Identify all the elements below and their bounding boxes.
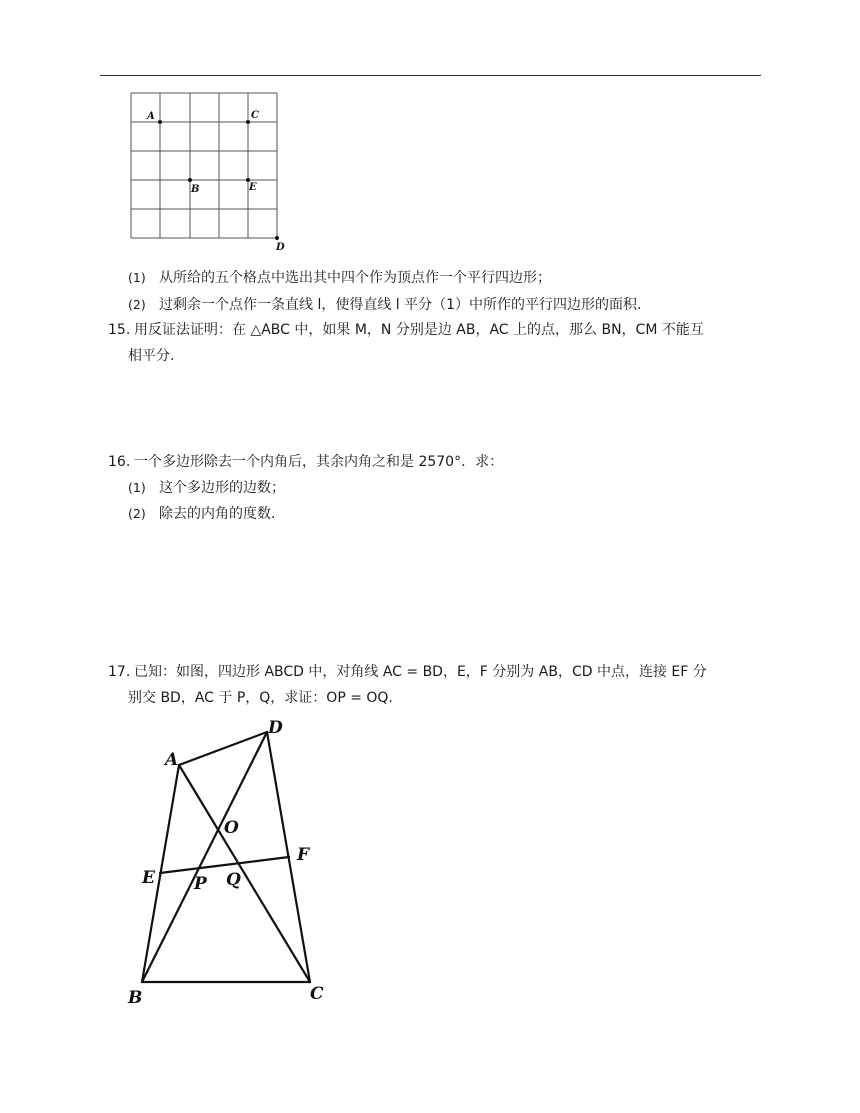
grid-label-b: B [191, 184, 200, 195]
q14-sub1-number: (1) [128, 270, 146, 285]
segment-ef [160, 857, 289, 873]
quad-label-f: F [297, 845, 310, 865]
q14-sub1-text: 从所给的五个格点中选出其中四个作为顶点作一个平行四边形； [159, 270, 551, 286]
q15-line1: 用反证法证明：在 △ABC 中，如果 M，N 分别是边 AB，AC 上的点，那么 BN，CM 不能互 [134, 322, 704, 338]
grid-point-b [188, 178, 192, 182]
q14-sub2-number: (2) [128, 297, 146, 312]
q17-number: 17. [108, 664, 131, 680]
quad-label-a: A [165, 750, 179, 770]
grid-label-a: A [147, 111, 155, 122]
q14-sub2-text: 过剩余一个点作一条直线 l，使得直线 l 平分（1）中所作的平行四边形的面积. [159, 297, 642, 313]
quad-label-d: D [268, 718, 283, 738]
q17-line1: 已知：如图，四边形 ABCD 中，对角线 AC = BD，E，F 分别为 AB，CD 中点，连接 EF 分 [134, 664, 707, 680]
quadrilateral-figure [120, 715, 350, 1015]
grid-figure [120, 85, 300, 255]
grid-point-c [246, 120, 250, 124]
diagonal-bd [142, 732, 267, 982]
q15-line2: 相平分. [128, 348, 175, 364]
grid-point-d [275, 236, 279, 240]
quad-label-o: O [224, 818, 239, 838]
q16-sub2-number: (2) [128, 506, 146, 521]
quad-label-p: P [194, 874, 207, 894]
grid-label-e: E [249, 182, 257, 193]
q16-sub2-text: 除去的内角的度数. [159, 506, 276, 522]
q17-line2: 别交 BD，AC 于 P，Q，求证：OP = OQ. [128, 690, 393, 706]
q16-line1: 一个多边形除去一个内角后，其余内角之和是 2570°．求： [134, 454, 504, 470]
grid-label-d: D [276, 242, 285, 253]
quad-label-q: Q [226, 870, 241, 890]
quad-label-c: C [310, 984, 324, 1004]
q16-sub1-number: (1) [128, 480, 146, 495]
quad-label-e: E [142, 868, 155, 888]
q15-number: 15. [108, 322, 131, 338]
grid-point-a [158, 120, 162, 124]
grid-label-c: C [251, 110, 259, 121]
header-rule [100, 75, 761, 76]
q16-number: 16. [108, 454, 131, 470]
quad-label-b: B [128, 988, 143, 1008]
q16-sub1-text: 这个多边形的边数； [159, 480, 285, 496]
